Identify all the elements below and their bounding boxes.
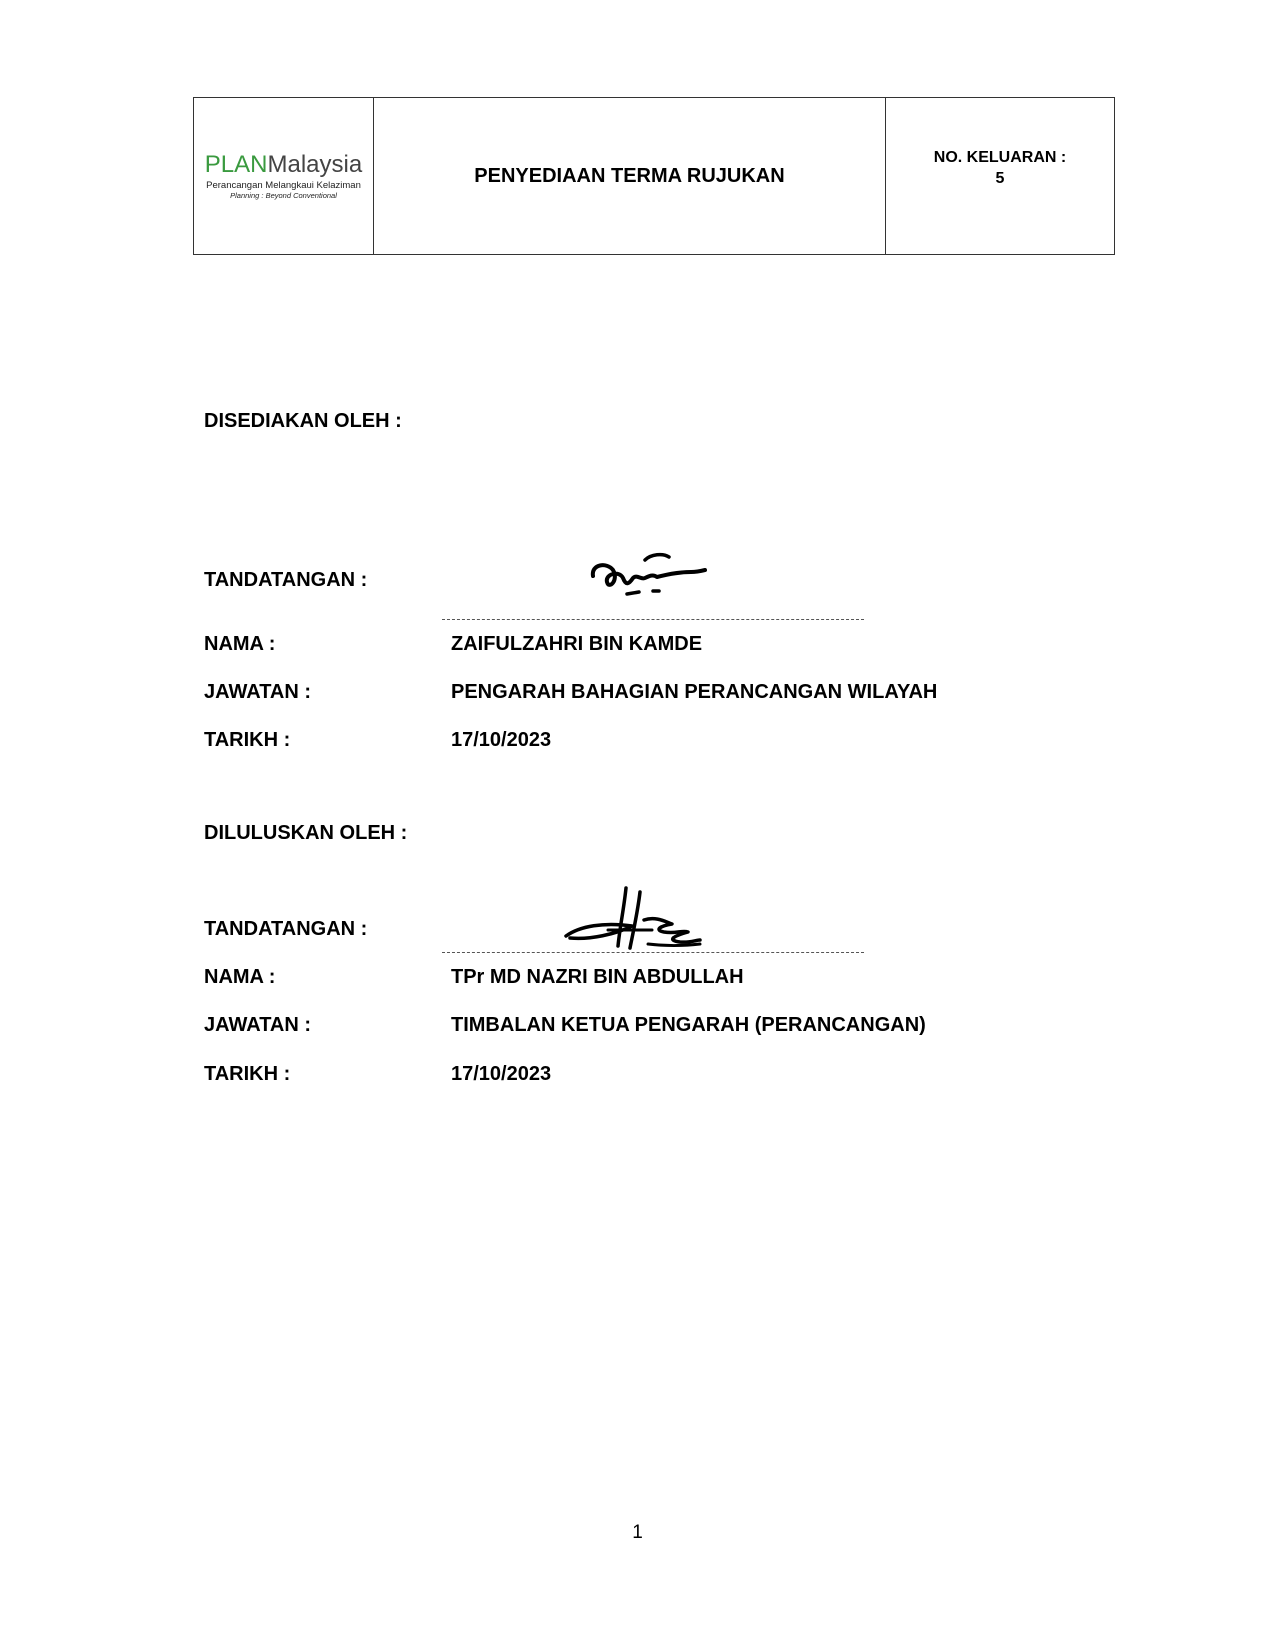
prepared-date-label: TARIKH : — [204, 729, 291, 751]
issue-number-value: 5 — [995, 170, 1005, 187]
approved-signature-line — [442, 952, 864, 953]
issue-number-cell — [886, 98, 1114, 254]
title-cell — [374, 98, 886, 254]
prepared-signature-image — [585, 548, 720, 610]
approved-date-label: TARIKH : — [204, 1063, 291, 1085]
approved-name: TPr MD NAZRI BIN ABDULLAH — [451, 966, 744, 988]
planmalaysia-logo — [194, 98, 374, 254]
prepared-by-heading: DISEDIAKAN OLEH : — [204, 410, 402, 432]
issue-number-label: NO. KELUARAN : — [933, 149, 1067, 166]
document-header — [193, 97, 1115, 255]
page-number: 1 — [632, 1522, 643, 1543]
approved-date: 17/10/2023 — [451, 1063, 552, 1085]
approved-position-label: JAWATAN : — [204, 1014, 312, 1036]
approved-by-heading: DILULUSKAN OLEH : — [204, 822, 408, 844]
prepared-name: ZAIFULZAHRI BIN KAMDE — [451, 633, 703, 655]
prepared-date: 17/10/2023 — [451, 729, 552, 751]
prepared-signature-label: TANDATANGAN : — [204, 569, 368, 591]
prepared-position-label: JAWATAN : — [204, 681, 312, 703]
approved-signature-image — [560, 880, 710, 958]
prepared-position: PENGARAH BAHAGIAN PERANCANGAN WILAYAH — [451, 681, 938, 703]
prepared-signature-line — [442, 619, 864, 620]
logo-tagline-english: Planning : Beyond Conventional — [230, 191, 337, 200]
document-title: PENYEDIAAN TERMA RUJUKAN — [474, 164, 785, 187]
approved-name-label: NAMA : — [204, 966, 276, 988]
approved-signature-label: TANDATANGAN : — [204, 918, 368, 940]
logo-wordmark: PLANMalaysia — [204, 151, 363, 178]
approved-position: TIMBALAN KETUA PENGARAH (PERANCANGAN) — [451, 1014, 926, 1036]
logo-tagline: Perancangan Melangkaui Kelaziman — [206, 180, 361, 191]
prepared-name-label: NAMA : — [204, 633, 276, 655]
